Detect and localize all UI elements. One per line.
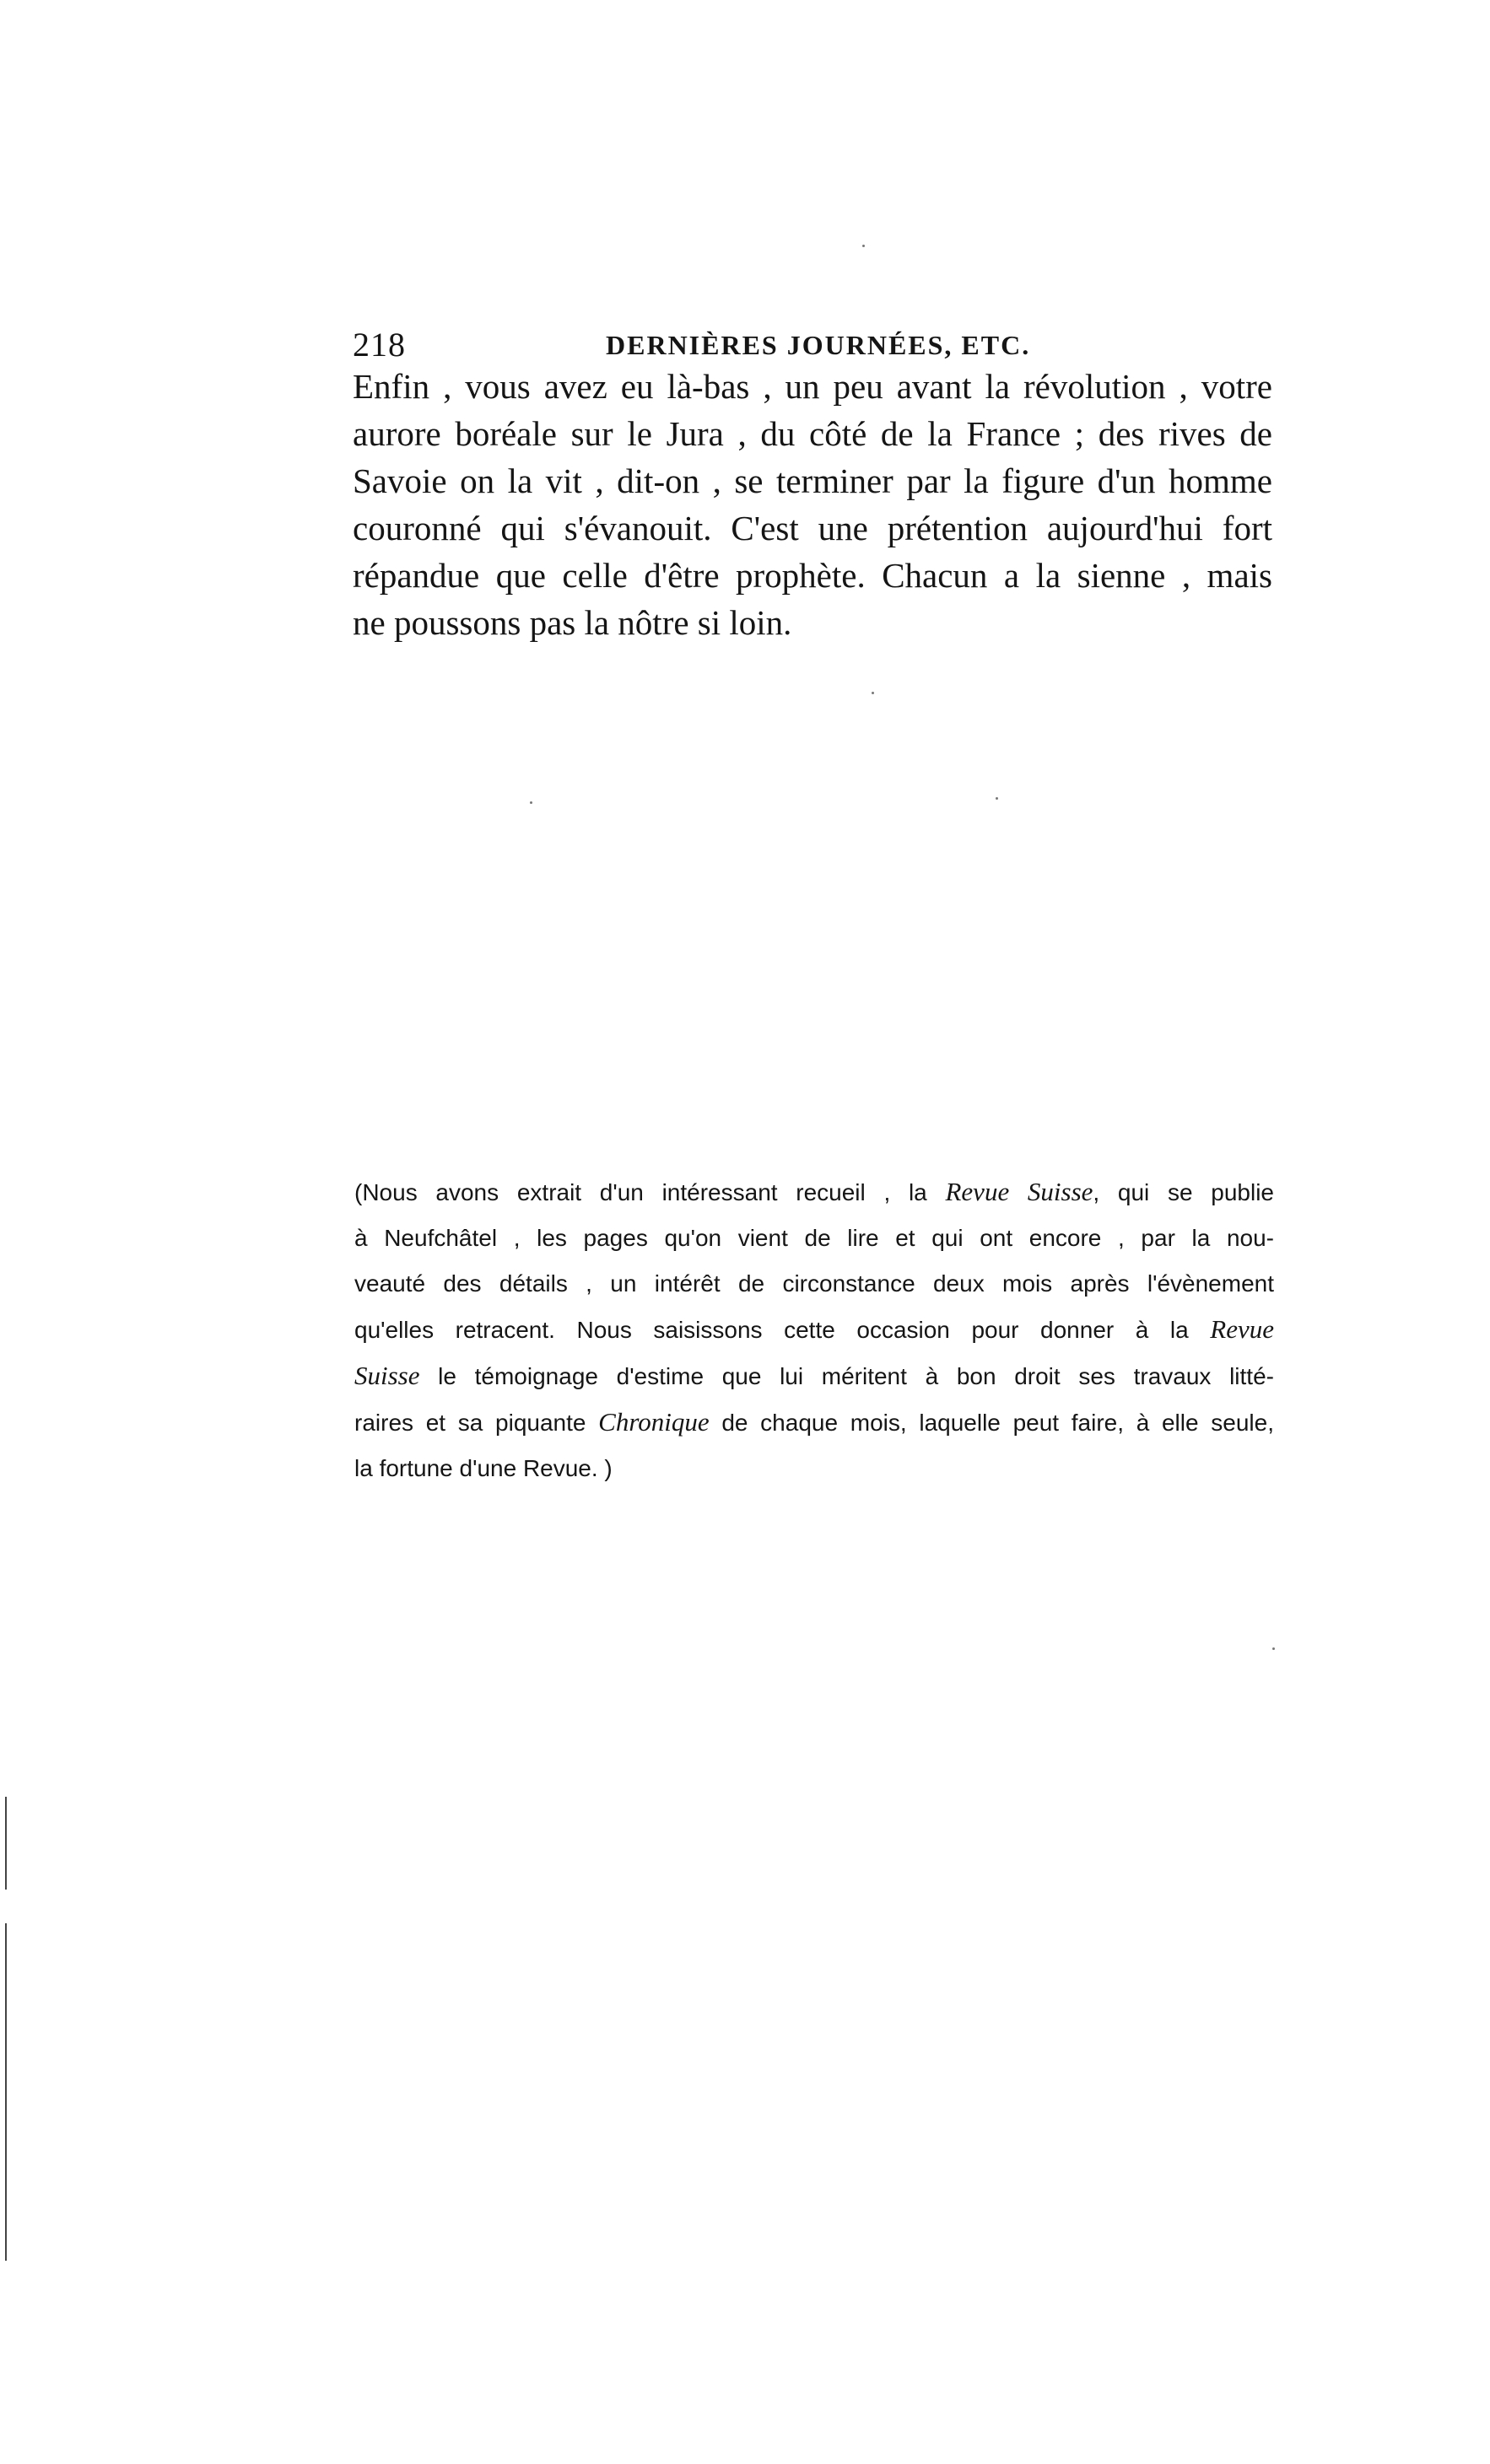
note-line <box>354 1307 1274 1353</box>
text-line: Savoie on la vit , dit-on , se terminer par la figure d'un homme <box>353 461 1272 500</box>
note-text: qu'elles retracent. Nous saisissons cette occasion pour donner à la <box>354 1317 1211 1343</box>
note-line: veauté des détails , un intérêt de circonstance deux mois après l'évènement <box>354 1270 1274 1297</box>
main-paragraph <box>353 363 1272 646</box>
scan-speck <box>872 692 874 694</box>
page-number: 218 <box>353 326 406 364</box>
scan-edge-mark <box>5 2143 7 2261</box>
scan-speck <box>996 797 998 800</box>
note-text: (Nous avons extrait d'un intéressant recueil , la <box>354 1179 946 1205</box>
scan-edge-mark <box>5 2050 7 2084</box>
scan-speck <box>1272 1647 1275 1650</box>
scan-speck <box>530 801 532 804</box>
text-line: Enfin , vous avez eu là-bas , un peu avant la révolution , votre <box>353 367 1272 406</box>
scan-edge-mark <box>5 1797 7 1890</box>
note-line <box>354 1169 1274 1216</box>
text-line: ne poussons pas la nôtre si loin. <box>353 603 792 642</box>
text-line: répandue que celle d'être prophète. Chacun a la sienne , mais <box>353 556 1272 595</box>
text-line: couronné qui s'évanouit. C'est une prétention aujourd'hui fort <box>353 509 1272 547</box>
note-italic: Revue <box>1210 1314 1274 1344</box>
scan-speck <box>862 245 865 247</box>
note-text: raires et sa piquante <box>354 1410 599 1436</box>
text-line: aurore boréale sur le Jura , du côté de la France ; des rives de <box>353 414 1272 453</box>
editorial-note <box>354 1169 1274 1491</box>
note-text: , qui se publie <box>1093 1179 1274 1205</box>
page-header <box>353 325 1272 367</box>
running-head: DERNIÈRES JOURNÉES, ETC. <box>606 330 1031 360</box>
note-line: à Neufchâtel , les pages qu'on vient de lire et qui ont encore , par la nou- <box>354 1225 1274 1251</box>
note-line <box>354 1399 1274 1446</box>
note-italic: Revue Suisse <box>945 1177 1093 1206</box>
note-text: le témoignage d'estime que lui méritent à bon droit ses travaux litté- <box>419 1363 1274 1389</box>
note-italic: Chronique <box>598 1407 710 1437</box>
note-italic: Suisse <box>354 1361 420 1390</box>
note-line: la fortune d'une Revue. ) <box>354 1455 613 1481</box>
note-text: de chaque mois, laquelle peut faire, à elle seule, <box>709 1410 1274 1436</box>
note-line <box>354 1353 1274 1399</box>
